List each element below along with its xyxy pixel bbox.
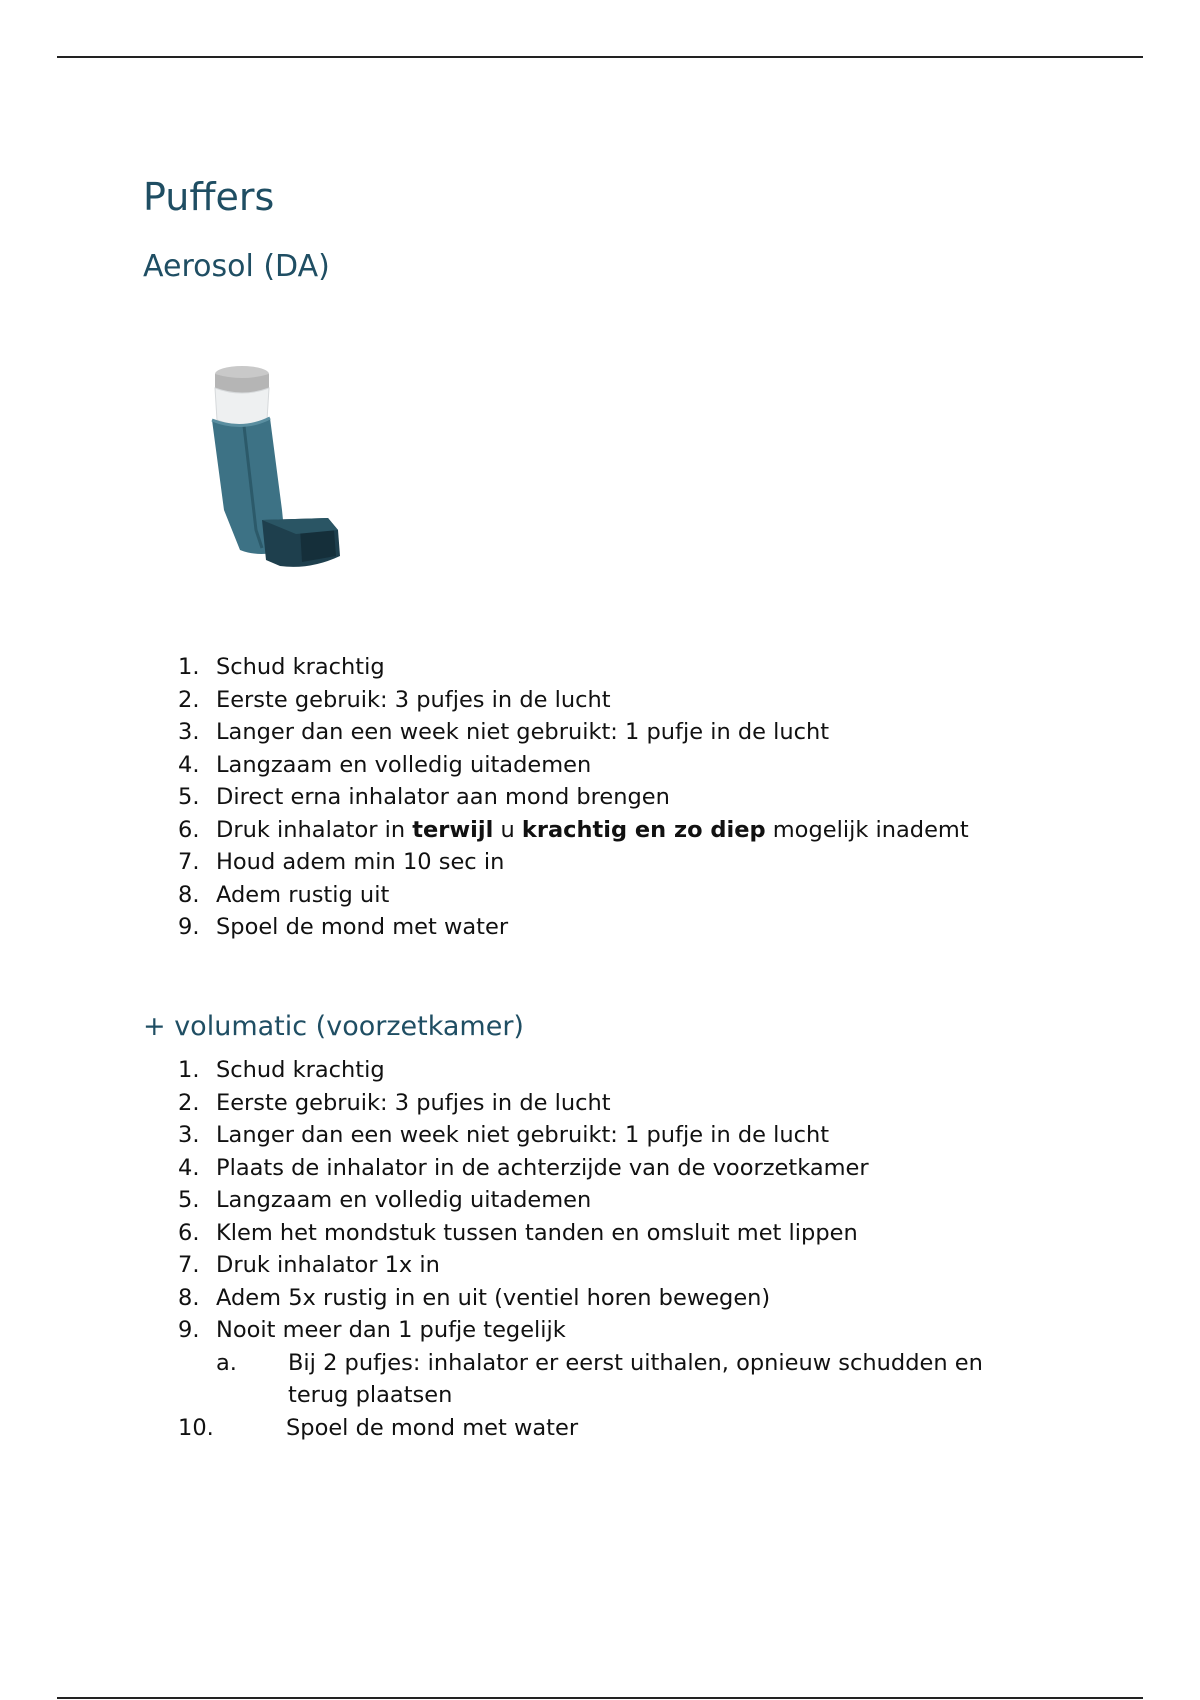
section-heading-volumatic: + volumatic (voorzetkamer) [143,1011,524,1042]
list-item: 1. Schud krachtig [178,654,385,680]
list-item: 8. Adem rustig uit [178,881,390,908]
list-item: 10. Spoel de mond met water [178,1414,579,1441]
page-title: Puffers [143,175,275,219]
sub-list-item: a. Bij 2 pufjes: inhalator er eerst uithalen, opnieuw schudden en terug plaatsen [216,1349,983,1408]
list-item: 5. Langzaam en volledig uitademen [178,1187,592,1213]
list-item: 3. Langer dan een week niet gebruikt: 1 pufje in de lucht [178,1122,830,1148]
list-item: 1. Schud krachtig [178,1057,385,1083]
list-item: 7. Druk inhalator 1x in [178,1252,440,1278]
list-item: 6. Klem het mondstuk tussen tanden en omsluit met lippen [178,1219,858,1246]
list-item: 2. Eerste gebruik: 3 pufjes in de lucht [178,686,611,713]
inhaler-icon [200,360,370,590]
section-heading-aerosol: Aerosol (DA) [143,249,330,284]
list-item: 7. Houd adem min 10 sec in [178,849,505,875]
list-item: 3. Langer dan een week niet gebruikt: 1 pufje in de lucht [178,719,830,745]
list-item: 4. Langzaam en volledig uitademen [178,751,592,778]
aerosol-steps-list [178,651,969,944]
bottom-rule [57,1697,1143,1699]
list-item: 9. Spoel de mond met water [178,914,509,940]
volumatic-steps-list [178,1054,1028,1444]
list-item: 5. Direct erna inhalator aan mond brengen [178,784,670,810]
list-item: 4. Plaats de inhalator in de achterzijde van de voorzetkamer [178,1154,869,1181]
top-rule [57,56,1143,58]
list-item: 8. Adem 5x rustig in en uit (ventiel horen bewegen) [178,1284,771,1311]
list-item: 9. Nooit meer dan 1 pufje tegelijk a. Bij 2 pufjes: inhalator er eerst uithalen, opnieuw schudden en terug plaatsen [178,1314,1028,1412]
list-item: 6. Druk inhalator in terwijl u krachtig en zo diep mogelijk inademt [178,816,969,843]
list-item: 2. Eerste gebruik: 3 pufjes in de lucht [178,1089,611,1116]
